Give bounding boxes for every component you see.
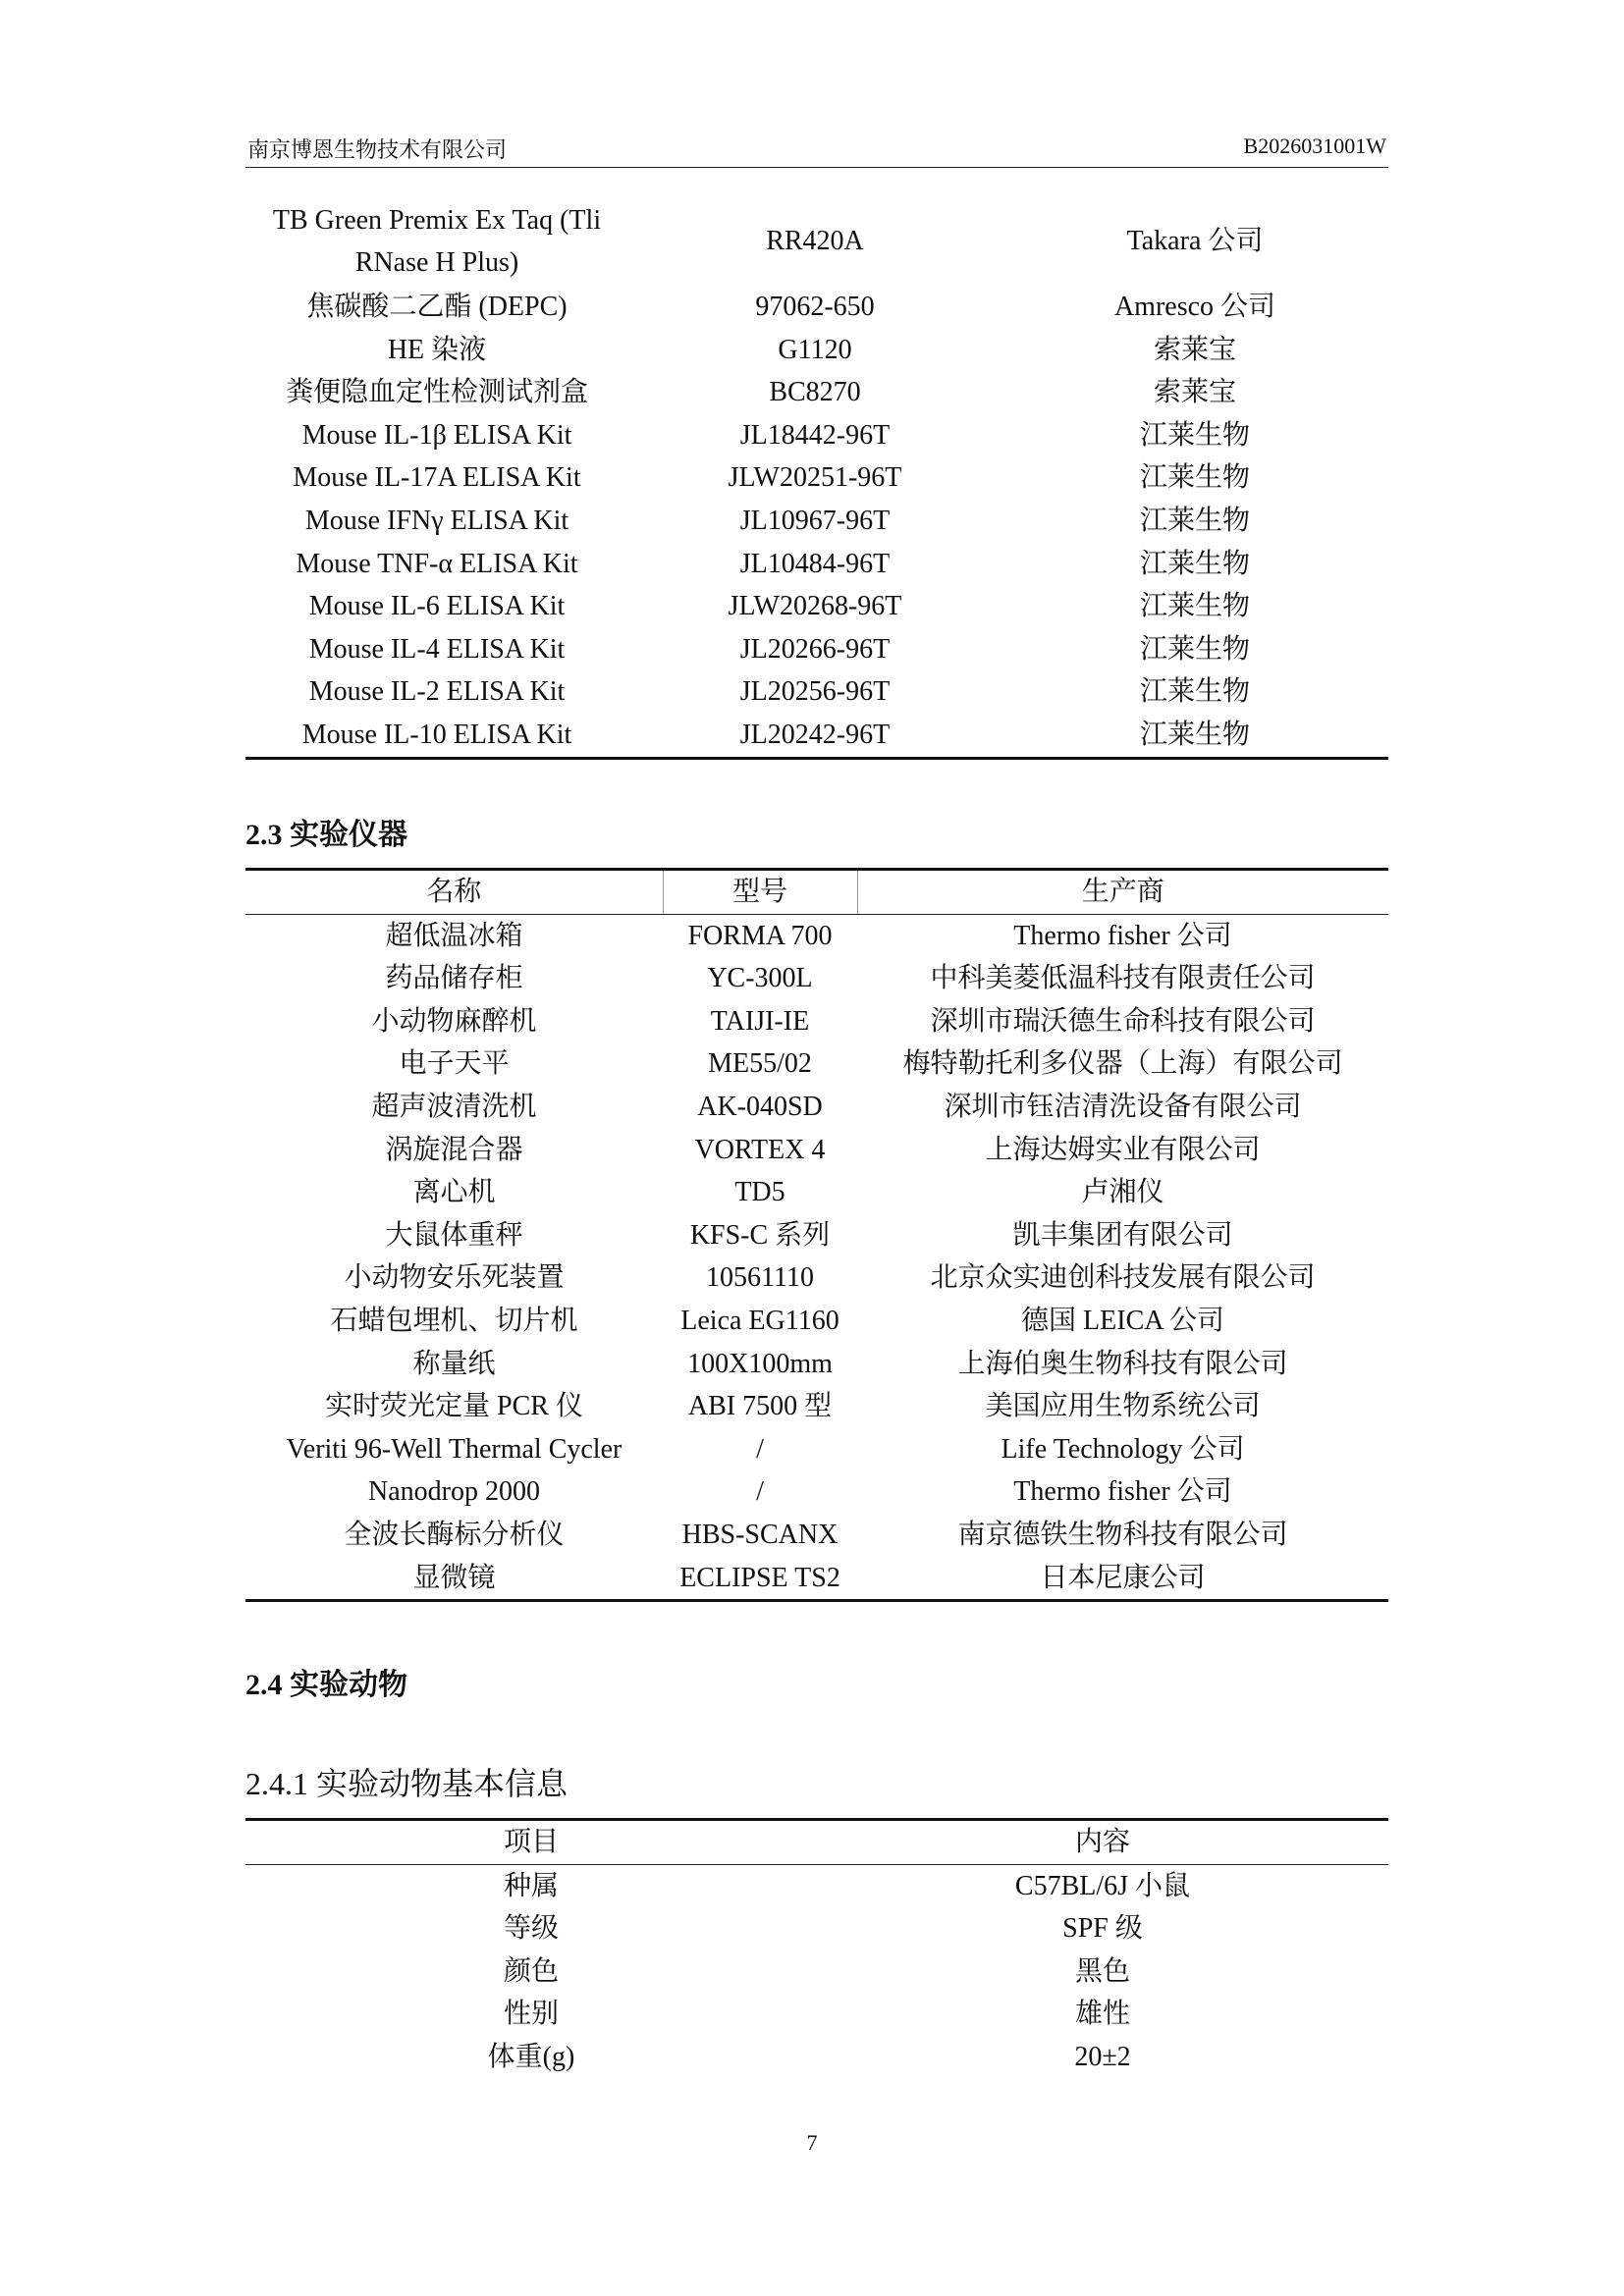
table-cell: 江莱生物 [1139, 419, 1250, 451]
reagent-row [245, 628, 1388, 671]
table-cell: 涡旋混合器 [385, 1134, 523, 1165]
column-header-item: 项目 [245, 1820, 817, 1865]
instrument-row [245, 1300, 1388, 1343]
instrument-row [245, 957, 1388, 1000]
table-cell: Mouse IL-1β ELISA Kit [301, 419, 572, 451]
table-cell: 大鼠体重秤 [385, 1219, 523, 1251]
table-cell: JL10967-96T [739, 505, 891, 536]
table-cell: VORTEX 4 [694, 1134, 826, 1165]
animal-info-table [245, 1818, 1388, 2079]
table-cell: 江莱生物 [1139, 719, 1250, 750]
table-cell: ECLIPSE TS2 [679, 1562, 840, 1593]
table-cell: 全波长酶标分析仪 [344, 1519, 565, 1550]
table-cell: 江莱生物 [1139, 548, 1250, 579]
instrument-row [245, 1514, 1388, 1557]
company-name: 南京博恩生物技术有限公司 [247, 137, 508, 162]
table-cell: / [756, 1476, 764, 1508]
table-cell: 深圳市钰洁清洗设备有限公司 [944, 1091, 1302, 1122]
table-cell: TAIJI-IE [710, 1005, 810, 1037]
table-cell: 南京德铁生物科技有限公司 [957, 1519, 1288, 1550]
instrument-row [245, 1470, 1388, 1514]
reagent-row [245, 286, 1388, 329]
table-cell: 上海伯奥生物科技有限公司 [957, 1348, 1288, 1379]
instrument-row [245, 1042, 1388, 1086]
table-cell: 颜色 [503, 1955, 559, 1987]
table-cell: KFS-C 系列 [689, 1219, 831, 1251]
instruments-table [245, 868, 1388, 1602]
instrument-row [245, 1214, 1388, 1257]
table-cell: 江莱生物 [1139, 676, 1250, 708]
page-number: 7 [806, 2130, 818, 2155]
table-cell: JLW20268-96T [728, 591, 902, 622]
table-cell: 电子天平 [399, 1048, 510, 1080]
table-cell: JL10484-96T [739, 548, 891, 579]
table-cell: / [756, 1433, 764, 1465]
table-cell: 江莱生物 [1139, 633, 1250, 665]
table-cell: Amresco 公司 [1113, 292, 1276, 322]
table-cell: 索莱宝 [1153, 377, 1236, 408]
table-cell: Leica EG1160 [680, 1305, 839, 1336]
instrument-row [245, 1343, 1388, 1386]
table-cell: YC-300L [707, 963, 813, 994]
table-cell: 20±2 [1074, 2041, 1131, 2072]
table-cell: 卢湘仪 [1081, 1177, 1164, 1208]
table-cell: 性别 [503, 1999, 559, 2030]
table-cell: Mouse IL-17A ELISA Kit [293, 462, 581, 494]
table-cell: 日本尼康公司 [1040, 1562, 1206, 1593]
table-cell: 上海达姆实业有限公司 [985, 1134, 1261, 1165]
table-cell: 10561110 [706, 1262, 814, 1294]
instrument-row [245, 1086, 1388, 1129]
reagent-row [245, 500, 1388, 543]
table-cell: 97062-650 [755, 292, 875, 322]
reagents-table [245, 196, 1388, 760]
table-cell: 石蜡包埋机、切片机 [330, 1305, 578, 1336]
table-cell: C57BL/6J 小鼠 [1014, 1870, 1191, 1901]
column-header-model: 型号 [663, 870, 857, 915]
table-cell: Nanodrop 2000 [368, 1476, 540, 1508]
instrument-row [245, 1000, 1388, 1043]
table-cell: Veriti 96-Well Thermal Cycler [286, 1433, 623, 1465]
table-cell: 德国 LEICA 公司 [1021, 1305, 1224, 1336]
document-id: B2026031001W [1243, 133, 1386, 158]
page-header [245, 128, 1388, 168]
table-cell: 超低温冰箱 [385, 920, 523, 951]
table-cell: TD5 [734, 1177, 785, 1208]
table-cell: 梅特勒托利多仪器（上海）有限公司 [902, 1048, 1343, 1080]
table-cell: Mouse IFNγ ELISA Kit [304, 505, 569, 536]
table-cell: JL20242-96T [739, 719, 891, 750]
reagent-row [245, 456, 1388, 500]
table-cell: 雄性 [1074, 1999, 1130, 2030]
table-cell: 100X100mm [687, 1348, 833, 1379]
instruments-header-row [245, 870, 1388, 915]
instrument-row [245, 1557, 1388, 1601]
table-cell: G1120 [778, 334, 852, 365]
table-cell: Life Technology 公司 [1001, 1433, 1245, 1465]
table-cell: ABI 7500 型 [687, 1391, 833, 1422]
instrument-row [245, 1385, 1388, 1428]
table-cell: 江莱生物 [1139, 591, 1250, 622]
table-cell: Mouse IL-2 ELISA Kit [308, 676, 566, 708]
section-heading-2-4-1: 2.4.1 实验动物基本信息 [245, 1766, 568, 1801]
table-cell: FORMA 700 [687, 920, 833, 951]
animal-row [245, 1864, 1388, 1907]
table-cell: 药品储存柜 [385, 963, 523, 994]
animal-row [245, 1993, 1388, 2036]
table-cell: 粪便隐血定性检测试剂盒 [285, 377, 588, 408]
table-cell: 江莱生物 [1139, 505, 1250, 536]
table-cell: ME55/02 [708, 1048, 812, 1080]
reagent-row [245, 414, 1388, 457]
section-heading-2-4: 2.4 实验动物 [245, 1669, 407, 1701]
table-cell: JLW20251-96T [728, 462, 902, 494]
reagents-table-body [245, 196, 1388, 758]
instruments-table-body [245, 914, 1388, 1601]
table-cell: 显微镜 [412, 1562, 496, 1593]
table-cell: HE 染液 [387, 334, 487, 365]
instrument-row [245, 1129, 1388, 1172]
table-cell: 北京众实迪创科技发展有限公司 [930, 1262, 1316, 1294]
table-cell: 小动物麻醉机 [371, 1005, 537, 1037]
reagent-row [245, 329, 1388, 372]
animal-row [245, 1907, 1388, 1950]
section-heading-2-3: 2.3 实验仪器 [245, 819, 407, 851]
column-header-name: 名称 [245, 870, 663, 915]
reagent-row [245, 543, 1388, 586]
table-cell: Thermo fisher 公司 [1013, 1476, 1232, 1508]
reagent-row [245, 371, 1388, 414]
instrument-row [245, 1256, 1388, 1300]
table-cell: Mouse TNF-α ELISA Kit [296, 548, 578, 579]
reagent-row [245, 196, 1388, 286]
table-cell: 种属 [503, 1870, 559, 1901]
table-cell: JL20266-96T [739, 633, 891, 665]
column-header-content: 内容 [817, 1820, 1388, 1865]
column-header-manufacturer: 生产商 [857, 870, 1388, 915]
table-cell: 体重(g) [487, 2041, 575, 2072]
animal-row [245, 2036, 1388, 2079]
table-cell: 江莱生物 [1139, 462, 1250, 494]
table-cell: 实时荧光定量 PCR 仪 [325, 1391, 583, 1422]
table-cell: HBS-SCANX [681, 1519, 839, 1550]
animal-table-body [245, 1864, 1388, 2078]
table-cell: Mouse IL-10 ELISA Kit [301, 719, 572, 750]
table-cell: 离心机 [412, 1177, 496, 1208]
instrument-row [245, 914, 1388, 957]
table-cell: Takara 公司 [1126, 226, 1264, 256]
table-cell: AK-040SD [697, 1091, 823, 1122]
table-cell: JL18442-96T [739, 419, 891, 451]
table-cell: 超声波清洗机 [371, 1091, 537, 1122]
table-cell: TB Green Premix Ex Taq (Tli RNase H Plus) [272, 204, 602, 278]
table-cell: JL20256-96T [739, 676, 891, 708]
reagent-row [245, 714, 1388, 758]
table-cell: 深圳市瑞沃德生命科技有限公司 [930, 1005, 1316, 1037]
table-cell: RR420A [766, 226, 864, 256]
table-cell: 美国应用生物系统公司 [985, 1391, 1261, 1422]
table-cell: Thermo fisher 公司 [1013, 920, 1232, 951]
table-cell: SPF 级 [1062, 1913, 1143, 1945]
table-cell: 小动物安乐死装置 [344, 1262, 565, 1294]
reagent-row [245, 585, 1388, 628]
animal-row [245, 1950, 1388, 1994]
instrument-row [245, 1171, 1388, 1214]
animal-header-row [245, 1820, 1388, 1865]
table-cell: BC8270 [769, 377, 861, 408]
instrument-row [245, 1428, 1388, 1471]
table-cell: Mouse IL-4 ELISA Kit [308, 633, 566, 665]
table-cell: 凯丰集团有限公司 [1012, 1219, 1233, 1251]
table-cell: 黑色 [1074, 1955, 1130, 1987]
table-cell: 中科美菱低温科技有限责任公司 [930, 963, 1316, 994]
table-cell: 焦碳酸二乙酯 (DEPC) [306, 292, 568, 322]
table-cell: 等级 [503, 1913, 559, 1945]
table-cell: Mouse IL-6 ELISA Kit [308, 591, 566, 622]
table-cell: 称量纸 [412, 1348, 496, 1379]
table-cell: 索莱宝 [1153, 334, 1236, 365]
reagent-row [245, 670, 1388, 714]
